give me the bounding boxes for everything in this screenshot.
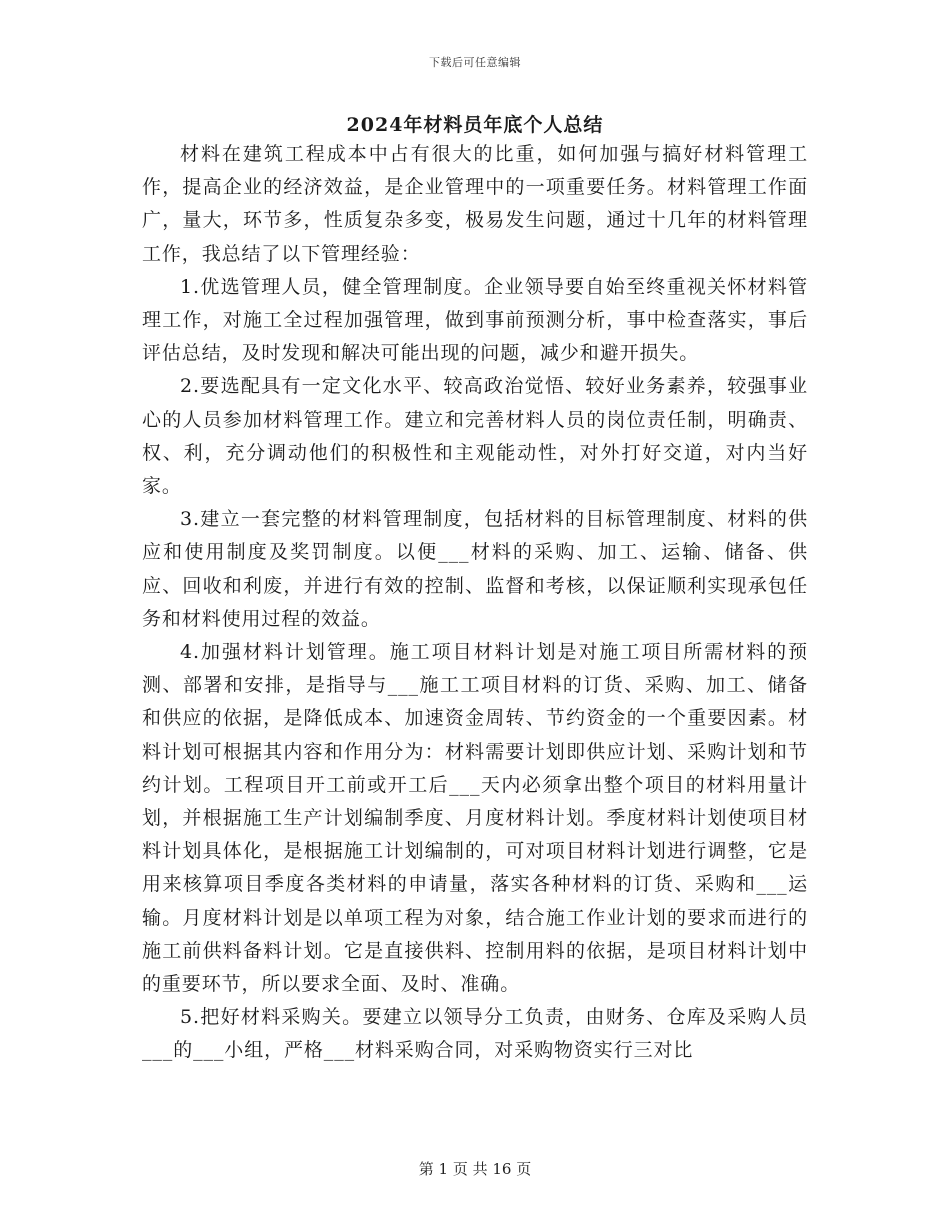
page-header-note: 下载后可任意编辑 (429, 56, 521, 69)
paragraph-item-3: 3.建立一套完整的材料管理制度，包括材料的目标管理制度、材料的供应和使用制度及奖罚制度。以便___材料的采购、加工、运输、储备、供应、回收和利废，并进行有效的控制、监督和考核，以保证顺利实现承包任务和材料使用过程的效益。 (142, 508, 808, 630)
paragraph-item-5: 5.把好材料采购关。要建立以领导分工负责，由财务、仓库及采购人员___的___小组，严格___材料采购合同，对采购物资实行三对比 (142, 1006, 808, 1062)
page-number: 第 1 页 共 16 页 (418, 1160, 532, 1178)
paragraph-intro: 材料在建筑工程成本中占有很大的比重，如何加强与搞好材料管理工作，提高企业的经济效益，是企业管理中的一项重要任务。材料管理工作面广，量大，环节多，性质复杂多变，极易发生问题，通过十几年的材料管理工作，我总结了以下管理经验： (142, 143, 808, 265)
paragraph-item-2: 2.要选配具有一定文化水平、较高政治觉悟、较好业务素养，较强事业心的人员参加材料管理工作。建立和完善材料人员的岗位责任制，明确责、权、利，充分调动他们的积极性和主观能动性，对外打好交道，对内当好家。 (142, 375, 808, 498)
document-body (142, 138, 808, 1068)
paragraph-item-1: 1.优选管理人员，健全管理制度。企业领导要自始至终重视关怀材料管理工作，对施工全过程加强管理，做到事前预测分析，事中检查落实，事后评估总结，及时发现和解决可能出现的问题，减少和避开损失。 (142, 275, 808, 365)
document-title: 2024年材料员年底个人总结 (346, 114, 604, 136)
paragraph-item-4: 4.加强材料计划管理。施工项目材料计划是对施工项目所需材料的预测、部署和安排，是指导与___施工工项目材料的订货、采购、加工、储备和供应的依据，是降低成本、加速资金周转、节约资金的一个重要因素。材料计划可根据其内容和作用分为：材料需要计划即供应计划、采购计划和节约计划。工程项目开工前或开工后___天内必须拿出整个项目的材料用量计划，并根据施工生产计划编制季度、月度材料计划。季度材料计划使项目材料计划具体化，是根据施工计划编制的，可对项目材料计划进行调整，它是用来核算项目季度各类材料的申请量，落实各种材料的订货、采购和___运输。月度材料计划是以单项工程为对象，结合施工作业计划的要求而进行的施工前供料备料计划。它是直接供料、控制用料的依据，是项目材料计划中的重要环节，所以要求全面、及时、准确。 (142, 641, 808, 996)
